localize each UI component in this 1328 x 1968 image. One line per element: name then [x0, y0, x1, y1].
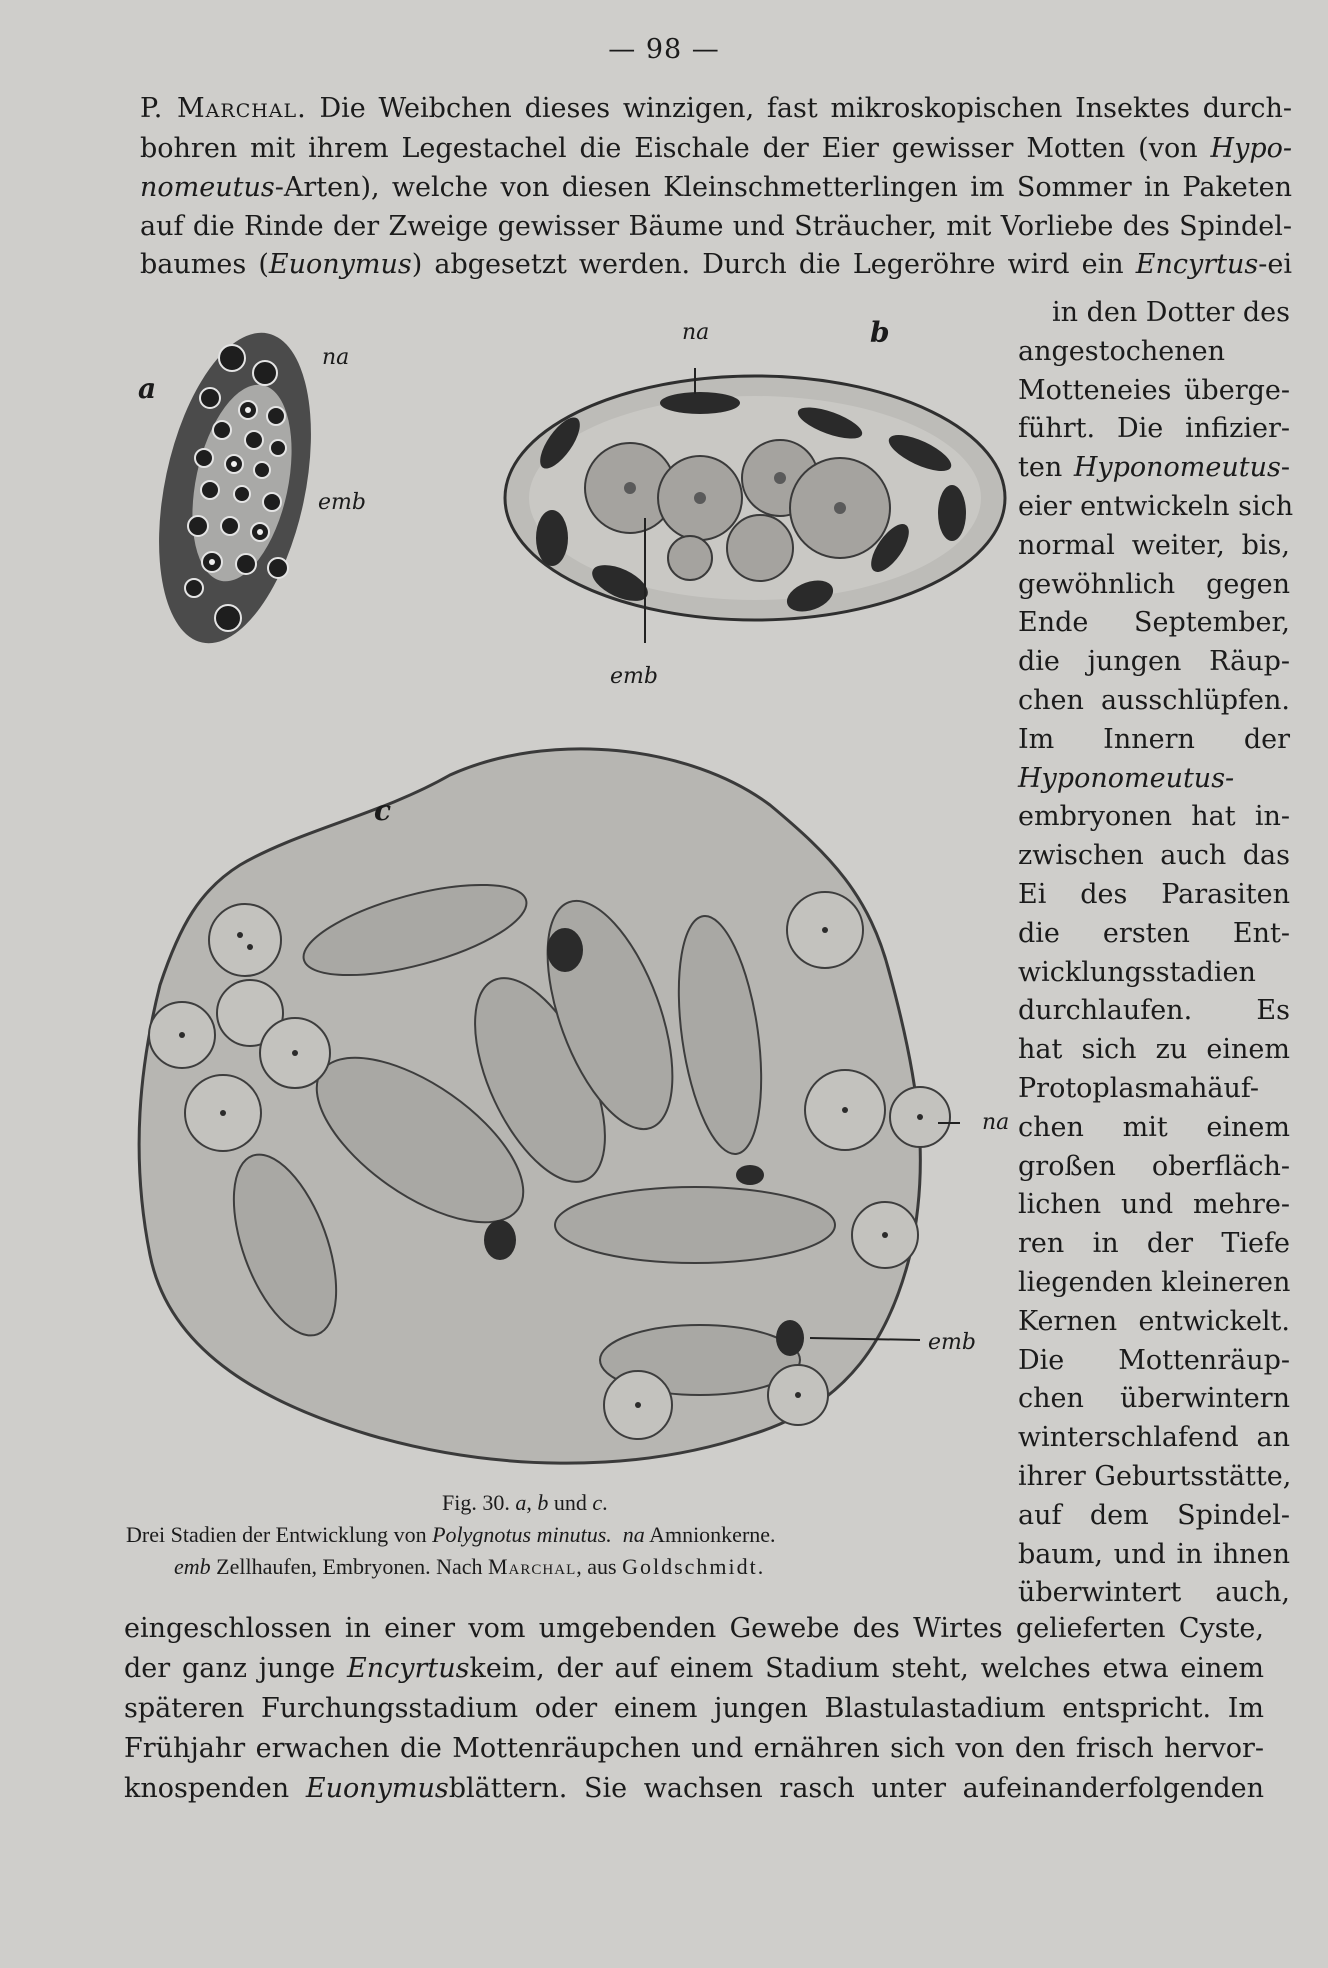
- italic-run: Euonymus: [268, 249, 412, 280]
- label-emb-b: emb: [610, 664, 658, 689]
- italic-run: Encyrtus: [1135, 249, 1259, 280]
- italic-run: b: [537, 1490, 549, 1515]
- italic-run: a: [515, 1490, 527, 1515]
- text-run: hat sich zu einem: [1018, 1034, 1290, 1065]
- side-text-line: [1018, 1382, 1290, 1416]
- side-text-line: [1018, 451, 1290, 485]
- text-run: Ende September,: [1018, 607, 1290, 638]
- side-text-line: [1018, 1033, 1290, 1067]
- side-text-line: [1018, 684, 1290, 718]
- text-run: blättern. Sie wachsen rasch unter aufeinanderfolgenden: [448, 1773, 1264, 1804]
- body-line-tail-4: Frühjahr erwachen die Mottenräupchen und ernähren sich von den frisch hervor-: [124, 1733, 1264, 1764]
- figure-a-illustration: [150, 318, 330, 658]
- side-text-line: [1018, 956, 1290, 990]
- figure-c-illustration: [130, 735, 960, 1480]
- text-run: chen ausschlüpfen.: [1018, 685, 1290, 716]
- text-run: chen überwintern: [1018, 1383, 1290, 1414]
- label-na-a: na: [322, 345, 350, 370]
- text-run: baum, und in ihnen: [1018, 1539, 1290, 1570]
- text-run: winterschlafend an: [1018, 1422, 1290, 1453]
- text-run: in den Dotter des: [1051, 297, 1290, 328]
- side-text-line: [1018, 1421, 1290, 1455]
- body-line-tail-5: [124, 1772, 1264, 1806]
- side-text-line: [1018, 800, 1290, 834]
- label-emb-a: emb: [318, 490, 366, 515]
- text-run: ) abgesetzt werden. Durch die Legeröhre wird ein: [411, 249, 1136, 280]
- text-run: lichen und mehre-: [1018, 1189, 1290, 1220]
- side-text-line: [1018, 412, 1290, 446]
- body-line-4: auf die Rinde der Zweige gewisser Bäume und Sträucher, mit Vorliebe des Spindel-: [140, 211, 1292, 242]
- figure-label-a: a: [138, 372, 157, 405]
- text-run: Die Mottenräup-: [1018, 1345, 1290, 1376]
- italic-run: Euonymus: [305, 1773, 449, 1804]
- body-line-tail-2: [124, 1652, 1264, 1686]
- text-run: Fig. 30.: [442, 1490, 516, 1515]
- text-run: wicklungsstadien: [1018, 957, 1256, 988]
- text-run: auf dem Spindel-: [1018, 1500, 1290, 1531]
- side-text-line: [1018, 374, 1290, 408]
- side-text-line: [1018, 1499, 1290, 1533]
- side-text-line: [1018, 1111, 1290, 1145]
- text-run: Drei Stadien der Entwicklung von: [126, 1522, 433, 1547]
- text-run: liegenden kleineren: [1018, 1267, 1291, 1298]
- text-run: ,: [526, 1490, 538, 1515]
- body-line-tail-3: späteren Furchungsstadium oder einem jungen Blastulastadium entspricht. Im: [124, 1693, 1264, 1724]
- italic-run: Hypo-: [1210, 133, 1292, 164]
- figure-caption-line-1: [126, 1522, 776, 1548]
- figure-caption-line-2: [174, 1554, 765, 1580]
- side-text-line: [1018, 1266, 1290, 1300]
- figure-label-b: b: [870, 316, 890, 349]
- text-run: embryonen hat in-: [1018, 801, 1290, 832]
- italic-run: c: [592, 1490, 603, 1515]
- text-run: großen oberfläch-: [1018, 1151, 1290, 1182]
- text-run: der ganz junge: [124, 1653, 348, 1684]
- side-text-line: [1018, 606, 1290, 640]
- text-run: ren in der Tiefe: [1018, 1228, 1290, 1259]
- side-text-line: [1018, 568, 1290, 602]
- text-run: Protoplasmahäuf-: [1018, 1073, 1260, 1104]
- text-run: angestochenen: [1018, 336, 1225, 367]
- text-run: ten: [1018, 452, 1074, 483]
- side-text-line: [1018, 1227, 1290, 1261]
- body-line-2: [140, 132, 1292, 166]
- figure-b-illustration: [500, 368, 1020, 658]
- text-run: ihrer Geburtsstätte,: [1018, 1461, 1292, 1492]
- side-text-line: [1018, 1150, 1290, 1184]
- italic-run: na: [622, 1522, 645, 1547]
- side-text-line: [1018, 529, 1290, 563]
- side-text-line: [1018, 1460, 1290, 1494]
- page-number: — 98 —: [608, 34, 720, 65]
- side-text-line: [1018, 490, 1294, 524]
- italic-run: Hyponomeutus: [1073, 452, 1281, 483]
- text-run: überwintert auch,: [1018, 1577, 1290, 1608]
- text-run: .: [602, 1490, 608, 1515]
- smallcaps-run: Marchal: [488, 1554, 577, 1579]
- text-run: führt. Die infizier-: [1018, 413, 1290, 444]
- text-run: knospenden: [124, 1773, 306, 1804]
- italic-run: Encyrtus: [347, 1653, 470, 1684]
- text-run: -ei: [1258, 249, 1292, 280]
- side-text-line: [1018, 1072, 1290, 1106]
- side-text-line: [1018, 1188, 1290, 1222]
- body-line-3: [140, 171, 1292, 205]
- text-run: Motteneies überge-: [1018, 375, 1290, 406]
- body-line-tail-1: eingeschlossen in einer vom umgebenden Gewebe des Wirtes gelieferten Cyste,: [124, 1613, 1264, 1644]
- spaced-run: Goldschmidt.: [622, 1554, 766, 1579]
- text-run: keim, der auf einem Stadium steht, welches etwa einem: [469, 1653, 1264, 1684]
- side-text-line: [1018, 1344, 1290, 1378]
- figure-caption-title: [442, 1490, 608, 1516]
- side-text-line: [1018, 878, 1290, 912]
- text-run: Ei des Parasiten: [1018, 879, 1290, 910]
- text-run: durchlaufen. Es: [1018, 995, 1290, 1026]
- text-run: und: [548, 1490, 593, 1515]
- side-text-line: [1018, 1538, 1290, 1572]
- side-text-line: [1018, 917, 1290, 951]
- text-run: eier entwickeln sich: [1018, 491, 1294, 522]
- text-run: zwischen auch das: [1018, 840, 1290, 871]
- label-emb-c: emb: [928, 1330, 976, 1355]
- italic-run: Hyponomeutus-: [1018, 763, 1235, 794]
- side-text-line: [1018, 1576, 1290, 1610]
- side-text-line: [1018, 723, 1290, 757]
- body-line-1: [140, 92, 1292, 126]
- text-run: baumes (: [140, 249, 269, 280]
- text-run: Die Weibchen dieses winzigen, fast mikroskopischen Insektes durch-: [306, 93, 1292, 124]
- text-run: -Arten), welche von diesen Kleinschmetterlingen im Sommer in Paketen: [274, 172, 1292, 203]
- figure-label-c: c: [374, 794, 392, 827]
- side-text-line: [1018, 1305, 1290, 1339]
- side-text-line: [1018, 296, 1290, 330]
- side-text-line: [1018, 839, 1290, 873]
- text-run: gewöhnlich gegen: [1018, 569, 1290, 600]
- text-run: Amnionkerne.: [644, 1522, 776, 1547]
- author-name: P. Marchal.: [140, 93, 307, 124]
- label-na-c: na: [982, 1110, 1010, 1135]
- side-text-line: [1018, 645, 1290, 679]
- label-na-b: na: [682, 320, 710, 345]
- body-line-5: [140, 248, 1292, 282]
- italic-run: emb: [174, 1554, 211, 1579]
- text-run: -: [1280, 452, 1290, 483]
- text-run: Zellhaufen, Embryonen. Nach: [210, 1554, 488, 1579]
- italic-run: nomeutus: [140, 172, 275, 203]
- text-run: Kernen entwickelt.: [1018, 1306, 1290, 1337]
- side-text-line: [1018, 994, 1290, 1028]
- side-text-line: [1018, 762, 1290, 796]
- side-text-line: [1018, 335, 1290, 369]
- text-run: die jungen Räup-: [1018, 646, 1290, 677]
- italic-run: Polygnotus minutus.: [432, 1522, 612, 1547]
- text-run: chen mit einem: [1018, 1112, 1290, 1143]
- text-run: die ersten Ent-: [1018, 918, 1290, 949]
- text-run: bohren mit ihrem Legestachel die Eischale der Eier gewisser Motten (von: [140, 133, 1211, 164]
- text-run: , aus: [576, 1554, 623, 1579]
- text-run: Im Innern der: [1018, 724, 1290, 755]
- text-run: normal weiter, bis,: [1018, 530, 1290, 561]
